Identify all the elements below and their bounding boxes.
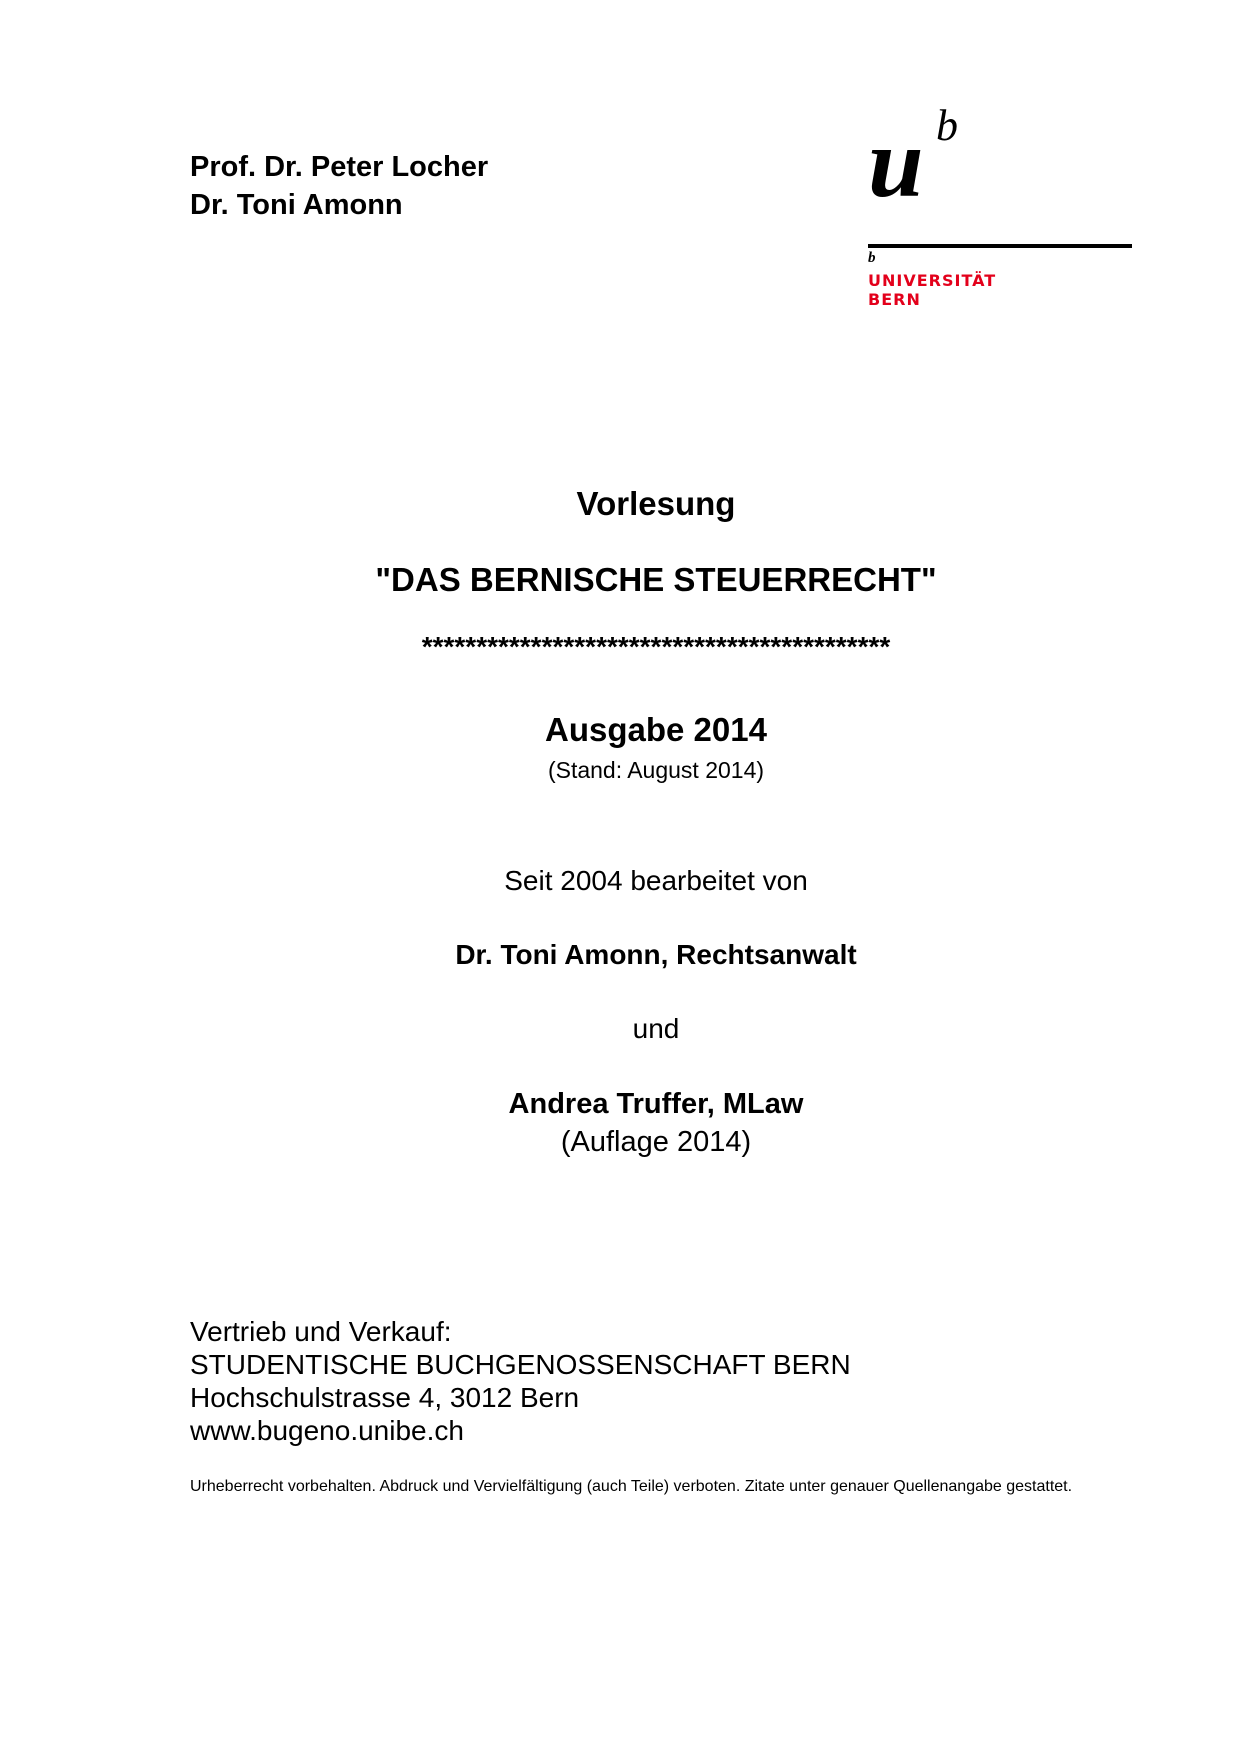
asterisk-separator: ******************************************* bbox=[421, 631, 891, 662]
editors-conjunction: und bbox=[632, 1013, 680, 1044]
author-1: Prof. Dr. Peter Locher bbox=[190, 151, 489, 183]
logo-university-name bbox=[868, 271, 996, 309]
document-title: "DAS BERNISCHE STEUERRECHT" bbox=[375, 561, 937, 598]
editors-intro: Seit 2004 bearbeitet von bbox=[504, 865, 808, 896]
distribution-block bbox=[190, 1315, 851, 1447]
logo-name-line-2: BERN bbox=[868, 290, 921, 309]
distribution-address: Hochschulstrasse 4, 3012 Bern bbox=[190, 1382, 580, 1413]
editor-2: Andrea Truffer, MLaw bbox=[508, 1088, 804, 1120]
distribution-website: www.bugeno.unibe.ch bbox=[190, 1415, 464, 1446]
logo-letter-u: u bbox=[868, 108, 924, 203]
distribution-organisation: STUDENTISCHE BUCHGENOSSENSCHAFT BERN bbox=[190, 1349, 851, 1380]
distribution-label: Vertrieb und Verkauf: bbox=[190, 1316, 452, 1347]
editor-1: Dr. Toni Amonn, Rechtsanwalt bbox=[455, 939, 857, 970]
logo-letter-b: b bbox=[936, 108, 958, 150]
author-2: Dr. Toni Amonn bbox=[190, 189, 403, 221]
logo-divider bbox=[868, 244, 1132, 248]
logo-small-b: b bbox=[868, 250, 876, 266]
edition-label: Ausgabe 2014 bbox=[545, 711, 767, 748]
authors-block bbox=[190, 148, 488, 224]
edition-status: (Stand: August 2014) bbox=[547, 757, 765, 783]
copyright-notice: Urheberrecht vorbehalten. Abdruck und Vervielfältigung (auch Teile) verboten. Zitate unter genauer Quellenangabe gestattet. bbox=[190, 1478, 1073, 1495]
course-label: Vorlesung bbox=[576, 485, 736, 522]
university-logo bbox=[868, 108, 1134, 313]
ub-logo-icon bbox=[868, 108, 978, 203]
logo-name-line-1: UNIVERSITÄT bbox=[868, 271, 997, 290]
editor-2-note: (Auflage 2014) bbox=[560, 1126, 752, 1158]
